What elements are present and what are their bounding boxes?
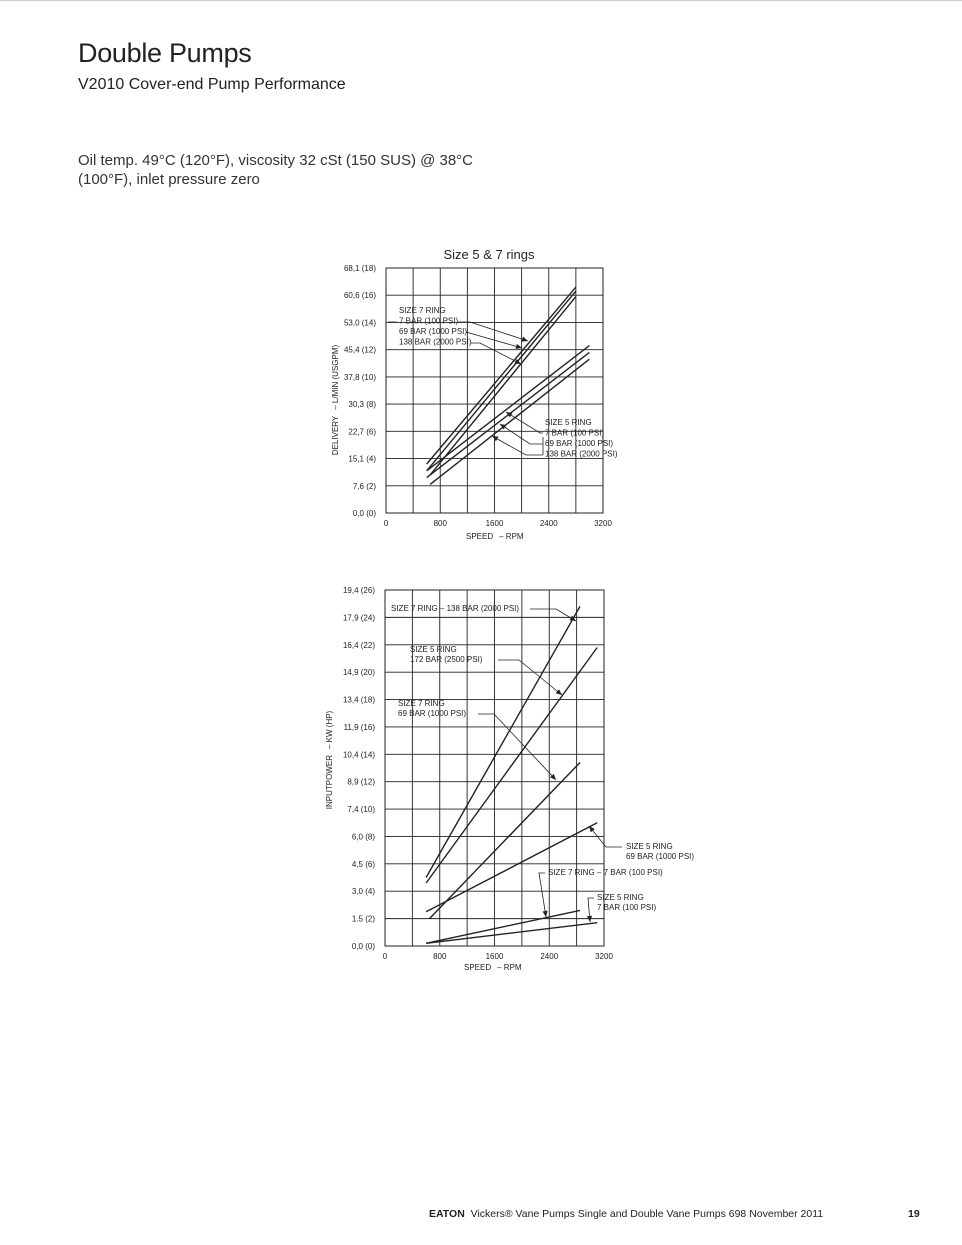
chart-1-title: Size 5 & 7 rings: [443, 247, 535, 262]
chart-2-ytick-label: 0,0 (0): [351, 942, 375, 951]
chart-1-ytick-label: 22,7 (6): [348, 427, 376, 437]
chart-1-xtick-label: 1600: [485, 519, 504, 528]
chart-1-leader-line: [506, 412, 543, 433]
footer-text: [429, 1208, 823, 1220]
chart-1-xtick-label: 2400: [539, 519, 558, 528]
chart-2-leader-line: [530, 609, 576, 621]
chart-2-annotation-p-s5-172: 172 BAR (2500 PSI): [410, 655, 483, 664]
chart-2-leader-arrow: [589, 826, 595, 832]
chart-2-ytick-label: 13,4 (18): [342, 695, 375, 705]
chart-2: [385, 590, 604, 946]
chart-2-series-line-2: [426, 648, 597, 884]
chart-1-annotation-s5-group: SIZE 5 RING: [545, 418, 592, 427]
chart-1-ytick-label: 68,1 (18): [343, 264, 376, 273]
chart-1-annotation-s7-group: SIZE 7 RING: [399, 306, 446, 315]
x-axis-label: SPEED: [464, 963, 492, 972]
x-axis-unit: – RPM: [499, 532, 524, 541]
chart-1-leader-arrow: [492, 436, 499, 441]
chart-2-annotation-p-s5-7: SIZE 5 RING: [597, 893, 644, 902]
chart-2-annotation-p-s5-69: SIZE 5 RING: [626, 842, 673, 851]
x-axis-label: SPEED: [466, 532, 494, 541]
chart-1: [386, 268, 603, 513]
chart-2-ytick-label: 14,9 (20): [342, 668, 375, 678]
chart-2-y-axis-title: [325, 710, 334, 809]
chart-2-leader-line: [478, 714, 556, 780]
chart-1-annotation-s5-group: 69 BAR (1000 PSI): [545, 439, 614, 448]
chart-2-xtick-label: 0: [382, 952, 388, 961]
chart-1-xtick-label: 3200: [594, 519, 612, 528]
chart-1-y-axis-title: [331, 345, 340, 456]
page-title: Double Pumps: [78, 38, 252, 68]
chart-1-ytick-label: 37,8 (10): [343, 372, 376, 382]
chart-2-series-line-3: [430, 763, 581, 919]
chart-1-leader-line: [492, 436, 543, 455]
chart-2-leader-arrow: [542, 911, 547, 917]
chart-2-ytick-label: 19,4 (26): [342, 586, 375, 595]
chart-1-leader-arrow: [516, 344, 522, 349]
chart-2-leader-line: [539, 873, 546, 917]
page-number: 19: [908, 1208, 920, 1220]
chart-2-annotation-p-s5-7: 7 BAR (100 PSI): [597, 903, 657, 912]
chart-1-ytick-label: 30,3 (8): [348, 400, 376, 410]
chart-2-ytick-label: 6,0 (8): [351, 832, 375, 842]
chart-2-ytick-label: 3,0 (4): [351, 887, 375, 897]
chart-2-xtick-label: 800: [433, 952, 447, 961]
chart-2-annotation-p-s7-69: SIZE 7 RING: [398, 699, 445, 708]
chart-2-annotation-p-s5-69: 69 BAR (1000 PSI): [626, 852, 695, 861]
chart-1-ytick-label: 0,0 (0): [352, 509, 376, 518]
chart-1-ytick-label: 60,6 (16): [343, 291, 376, 301]
chart-2-leader-arrow: [556, 689, 562, 695]
chart-2-x-axis-title: [464, 963, 522, 972]
chart-2-xtick-label: 2400: [540, 952, 559, 961]
chart-1-annotation-s5-group: 138 BAR (2000 PSI): [545, 449, 618, 459]
conditions-line-2: (100°F), inlet pressure zero: [78, 171, 260, 188]
chart-1-ytick-label: 15,1 (4): [348, 454, 376, 464]
chart-1-ytick-label: 53,0 (14): [343, 318, 376, 328]
y-axis-label: DELIVERY: [331, 415, 340, 456]
chart-1-ytick-label: 7,6 (2): [352, 481, 376, 491]
chart-2-annotation-p-s7-7: SIZE 7 RING – 7 BAR (100 PSI): [548, 868, 663, 877]
chart-1-leader-arrow: [521, 337, 528, 342]
footer-brand: EATON: [429, 1208, 465, 1220]
y-axis-unit: – KW (HP): [325, 710, 334, 749]
chart-2-xtick-label: 3200: [595, 952, 613, 961]
chart-1-annotation-s7-group: 138 BAR (2000 PSI): [399, 337, 472, 347]
chart-2-ytick-label: 16,4 (22): [342, 640, 375, 650]
chart-2-ytick-label: 11,9 (16): [343, 722, 375, 732]
chart-2-leader-line: [498, 660, 562, 695]
y-axis-unit: – L/MIN (USGPM): [331, 344, 340, 410]
chart-2-annotation-p-s7-138: SIZE 7 RING – 138 BAR (2000 PSI): [391, 604, 520, 613]
chart-2-ytick-label: 10,4 (14): [342, 750, 375, 760]
chart-2-annotation-p-s7-69: 69 BAR (1000 PSI): [398, 709, 467, 718]
chart-1-annotation-s7-group: 7 BAR (100 PSI): [399, 316, 459, 326]
chart-2-xtick-label: 1600: [485, 952, 504, 961]
chart-2-ytick-label: 4,5 (6): [351, 859, 375, 869]
chart-2-ytick-label: 7,4 (10): [347, 805, 375, 815]
chart-2-ytick-label: 1.5 (2): [351, 914, 375, 924]
conditions-line-1: Oil temp. 49°C (120°F), viscosity 32 cSt (150 SUS) @ 38°C: [78, 152, 474, 169]
chart-1-xtick-label: 0: [383, 519, 389, 528]
chart-1-annotation-s5-group: 7 BAR (100 PSI): [545, 428, 605, 438]
x-axis-unit: – RPM: [497, 963, 522, 972]
chart-1-annotation-s7-group: 69 BAR (1000 PSI): [399, 327, 468, 336]
chart-1-ytick-label: 45,4 (12): [343, 345, 376, 355]
y-axis-label: INPUTPOWER: [325, 755, 334, 810]
chart-1-x-axis-title: [466, 532, 524, 541]
chart-1-xtick-label: 800: [433, 519, 447, 528]
chart-1-leader-line: [466, 332, 522, 348]
chart-2-series-line-6: [426, 923, 597, 944]
page-subtitle: V2010 Cover-end Pump Performance: [78, 76, 346, 93]
chart-2-annotation-p-s5-172: SIZE 5 RING: [410, 645, 457, 654]
footer-publication: Vickers® Vane Pumps Single and Double Vane Pumps 698 November 2011: [470, 1208, 824, 1220]
chart-2-ytick-label: 17,9 (24): [342, 613, 375, 623]
chart-2-ytick-label: 8,9 (12): [347, 777, 375, 787]
